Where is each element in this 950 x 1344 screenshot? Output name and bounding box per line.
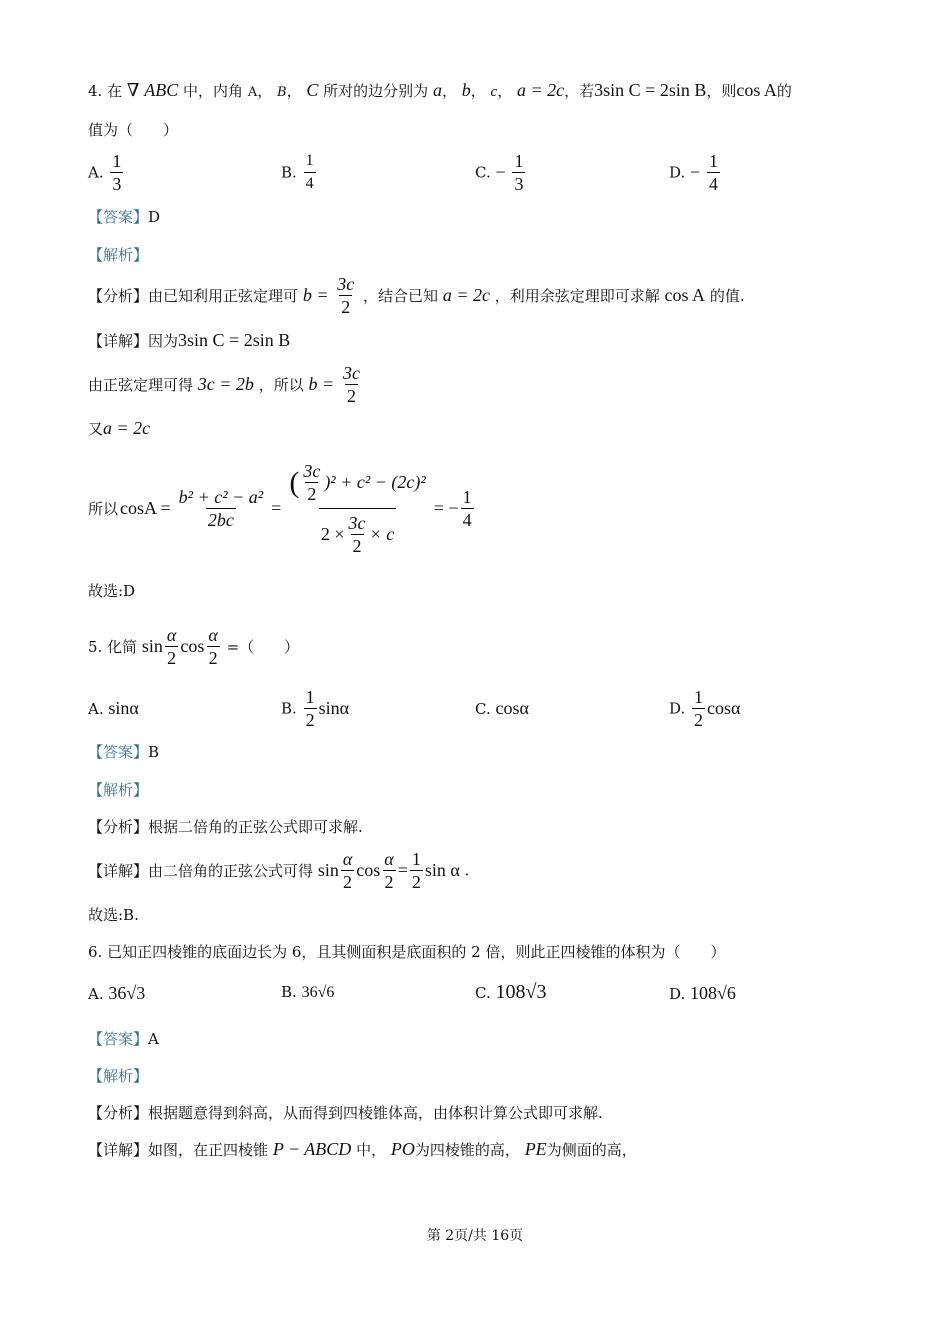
option-label: A. bbox=[88, 985, 104, 1003]
denominator: 4 bbox=[304, 172, 316, 195]
xiangjie-tag: 【详解】 bbox=[88, 332, 149, 350]
math: cos bbox=[356, 860, 381, 880]
q6-answer bbox=[88, 1028, 159, 1049]
numerator: 1 bbox=[462, 487, 472, 507]
page-footer: 第 2页/共 16页 bbox=[426, 1228, 524, 1244]
q4-xj-line4 bbox=[88, 460, 476, 557]
q4-C: C bbox=[306, 80, 319, 100]
q5-option-c bbox=[475, 698, 529, 719]
option-value: 36√3 bbox=[108, 983, 146, 1003]
option-fraction bbox=[110, 150, 123, 195]
q4-text: ，则 bbox=[706, 82, 737, 100]
q5-option-a bbox=[88, 698, 139, 719]
denominator: 2 bbox=[208, 648, 218, 668]
answer-tag: 【答案】 bbox=[88, 1030, 149, 1048]
numerator: 3c bbox=[342, 363, 360, 383]
comma: ， bbox=[441, 82, 457, 100]
numerator: 1 bbox=[708, 151, 718, 171]
denominator: 2bc bbox=[207, 510, 234, 530]
q4-text: 的 bbox=[776, 82, 792, 100]
q4-xj-line3 bbox=[88, 418, 150, 439]
fenxi-text: 的值. bbox=[709, 287, 745, 305]
xiangjie-tag: 【详解】 bbox=[88, 1141, 149, 1159]
q4-xiangjie bbox=[88, 330, 290, 351]
q6-option-b bbox=[281, 983, 334, 1002]
q5-fenxi bbox=[88, 816, 363, 837]
xj-text: 又 bbox=[88, 420, 104, 438]
paren: ( bbox=[289, 465, 300, 499]
q4-option-c bbox=[475, 150, 527, 195]
math: × c bbox=[369, 524, 395, 544]
fenxi-text: ，利用余弦定理即可求解 bbox=[494, 287, 660, 305]
math: )² + c² − (2c)² bbox=[324, 472, 426, 492]
q4-target: cos A bbox=[736, 80, 777, 100]
option-label: C. bbox=[475, 163, 491, 182]
q5-jiexi: 【解析】 bbox=[88, 781, 149, 799]
option-sign: − bbox=[495, 162, 506, 182]
q4-text: 4. 在 bbox=[88, 82, 123, 100]
q5-guxuan: 故选:B. bbox=[88, 906, 139, 924]
xj-text: 由二倍角的正弦公式可得 bbox=[148, 862, 314, 880]
option-label: B. bbox=[281, 163, 297, 182]
q5-xiangjie bbox=[88, 848, 469, 893]
big-denominator bbox=[319, 508, 396, 557]
q4-abc: ABC bbox=[144, 80, 179, 100]
q4-B: B bbox=[277, 85, 287, 100]
math: PE bbox=[524, 1139, 547, 1159]
math: b = bbox=[302, 285, 329, 305]
q4-c: c bbox=[490, 84, 498, 100]
q5-option-b bbox=[281, 686, 349, 731]
q6-fenxi bbox=[88, 1102, 603, 1123]
triangle-symbol: ∇ bbox=[126, 80, 140, 100]
fraction bbox=[461, 486, 474, 531]
option-value: sinα bbox=[108, 698, 139, 718]
answer-tag: 【答案】 bbox=[88, 208, 149, 226]
q4-cond2: 3sin C = 2sin B bbox=[594, 80, 707, 100]
fraction bbox=[165, 624, 178, 669]
fenxi-tag: 【分析】 bbox=[88, 287, 149, 305]
math: 2 × bbox=[320, 524, 345, 544]
fenxi-tag: 【分析】 bbox=[88, 1104, 149, 1122]
option-label: B. bbox=[281, 983, 297, 1001]
q4-option-a bbox=[88, 150, 125, 195]
option-value: sinα bbox=[318, 698, 350, 718]
math: PO bbox=[390, 1139, 415, 1159]
q6-jiexi: 【解析】 bbox=[88, 1067, 149, 1085]
math: cos bbox=[180, 636, 205, 656]
answer-value: B bbox=[148, 743, 160, 761]
big-fraction bbox=[287, 460, 427, 557]
numerator: 1 bbox=[411, 849, 421, 869]
fenxi-text: ，结合已知 bbox=[363, 287, 439, 305]
denominator: 4 bbox=[708, 174, 718, 194]
math: cosA = bbox=[120, 498, 171, 518]
comma: ， bbox=[286, 82, 302, 100]
q4-option-d bbox=[669, 150, 722, 195]
inner-fraction bbox=[301, 460, 322, 505]
xj-text: . bbox=[464, 861, 470, 880]
numerator: 3c bbox=[348, 513, 366, 533]
q5-option-d bbox=[669, 686, 740, 731]
option-value: 108√3 bbox=[495, 981, 547, 1003]
math: = bbox=[397, 860, 408, 880]
option-label: D. bbox=[669, 163, 686, 182]
q6-stem: 6. 已知正四棱锥的底面边长为 6，且其侧面积是底面积的 2 倍，则此正四棱锥的体积为（ ） bbox=[88, 943, 726, 961]
comma: ， bbox=[257, 82, 273, 100]
fraction bbox=[341, 848, 354, 893]
option-value: 36√6 bbox=[301, 984, 335, 1001]
denominator: 2 bbox=[307, 484, 317, 504]
numerator: 1 bbox=[514, 151, 524, 171]
math: a = 2c bbox=[442, 285, 490, 305]
xj-text: 中， bbox=[356, 1141, 387, 1159]
numerator: 3c bbox=[337, 274, 355, 294]
denominator: 4 bbox=[462, 510, 472, 530]
q5-stem bbox=[88, 624, 299, 669]
option-label: D. bbox=[669, 699, 686, 718]
math: = − bbox=[433, 498, 459, 518]
denominator: 2 bbox=[167, 648, 177, 668]
q4-cond: a = 2c bbox=[517, 80, 565, 100]
numerator: 1 bbox=[694, 687, 704, 707]
fenxi-text: 由已知利用正弦定理可 bbox=[148, 287, 299, 305]
option-label: B. bbox=[281, 699, 297, 718]
fraction bbox=[335, 273, 356, 318]
answer-value: A bbox=[148, 1030, 159, 1048]
denominator: 2 bbox=[305, 710, 315, 730]
option-fraction bbox=[512, 150, 525, 195]
q4-text: 所对的边分别为 bbox=[323, 82, 429, 100]
math: sin bbox=[317, 860, 339, 880]
q6-option-a bbox=[88, 983, 145, 1004]
math: sin α bbox=[424, 860, 460, 880]
denominator: 3 bbox=[112, 174, 122, 194]
option-fraction bbox=[692, 686, 705, 731]
option-value: 108√6 bbox=[690, 983, 736, 1003]
fenxi-text: 根据二倍角的正弦公式即可求解. bbox=[148, 818, 363, 836]
fraction bbox=[410, 848, 423, 893]
math: 3c = 2b bbox=[197, 374, 254, 394]
option-label: A. bbox=[88, 700, 104, 718]
math: 3sin C = 2sin B bbox=[178, 330, 291, 350]
option-label: A. bbox=[88, 163, 104, 182]
option-fraction bbox=[304, 150, 316, 195]
q4-fenxi bbox=[88, 273, 745, 318]
fraction bbox=[206, 624, 219, 669]
math: sin bbox=[141, 636, 163, 656]
xj-text: 为侧面的高， bbox=[546, 1141, 637, 1159]
q5-text: 5. 化简 bbox=[88, 638, 138, 656]
fraction bbox=[341, 362, 362, 407]
math: a = 2c bbox=[103, 418, 151, 438]
numerator: b² + c² − a² bbox=[178, 487, 264, 507]
answer-tag: 【答案】 bbox=[88, 743, 149, 761]
denominator: 2 bbox=[694, 710, 704, 730]
option-label: C. bbox=[475, 700, 491, 718]
denominator: 2 bbox=[346, 386, 356, 406]
numerator: α bbox=[384, 849, 394, 869]
q4-b: b bbox=[461, 80, 471, 100]
q4-a: a bbox=[432, 80, 442, 100]
xj-text: 由正弦定理可得 bbox=[88, 376, 194, 394]
q4-jiexi: 【解析】 bbox=[88, 246, 149, 264]
q5-answer bbox=[88, 741, 159, 762]
denominator: 2 bbox=[352, 536, 362, 556]
fenxi-tag: 【分析】 bbox=[88, 818, 149, 836]
option-label: D. bbox=[669, 985, 686, 1003]
q4-guxuan: 故选:D bbox=[88, 582, 136, 600]
xj-text: 因为 bbox=[148, 332, 179, 350]
denominator: 2 bbox=[341, 297, 351, 317]
xj-text: ，所以 bbox=[258, 376, 304, 394]
fraction bbox=[177, 486, 265, 531]
numerator: 1 bbox=[112, 151, 122, 171]
comma: ， bbox=[470, 82, 486, 100]
numerator: α bbox=[208, 625, 218, 645]
answer-value: D bbox=[148, 208, 161, 226]
option-fraction bbox=[707, 150, 720, 195]
math: b = bbox=[308, 374, 335, 394]
comma: ， bbox=[497, 82, 513, 100]
q4-text: ，若 bbox=[564, 82, 595, 100]
q4-option-b bbox=[281, 150, 318, 195]
denominator: 2 bbox=[343, 872, 353, 892]
fenxi-text: 根据题意得到斜高，从而得到四棱锥体高，由体积计算公式即可求解. bbox=[148, 1104, 603, 1122]
q6-xiangjie bbox=[88, 1139, 637, 1160]
q4-A: A bbox=[247, 85, 258, 100]
option-value: cosα bbox=[707, 698, 741, 718]
xj-text: 所以 bbox=[88, 500, 119, 518]
inner-fraction bbox=[347, 512, 368, 557]
math: = bbox=[271, 498, 282, 518]
numerator: 1 bbox=[305, 687, 315, 707]
q6-option-c bbox=[475, 981, 546, 1004]
numerator: 3c bbox=[303, 461, 321, 481]
xiangjie-tag: 【详解】 bbox=[88, 862, 149, 880]
q6-option-d bbox=[669, 983, 736, 1004]
xj-text: 如图，在正四棱锥 bbox=[148, 1141, 269, 1159]
math: P − ABCD bbox=[272, 1139, 352, 1159]
math: cos A bbox=[664, 285, 706, 305]
q4-stem-line1 bbox=[88, 80, 792, 101]
numerator: α bbox=[166, 625, 177, 645]
fraction bbox=[382, 848, 395, 893]
option-sign: − bbox=[690, 162, 701, 182]
q5-text: =（ ） bbox=[226, 638, 300, 656]
option-label: C. bbox=[475, 984, 491, 1002]
big-numerator bbox=[287, 460, 427, 508]
xj-text: 为四棱锥的高， bbox=[414, 1141, 520, 1159]
q4-xj-line2 bbox=[88, 362, 364, 407]
option-value: cosα bbox=[495, 698, 529, 718]
q4-answer bbox=[88, 206, 160, 227]
denominator: 2 bbox=[384, 872, 394, 892]
q4-text: 中，内角 bbox=[183, 82, 244, 100]
option-fraction bbox=[304, 686, 317, 731]
q4-stem-line2: 值为（ ） bbox=[88, 121, 179, 139]
numerator: 1 bbox=[305, 152, 314, 169]
numerator: α bbox=[342, 849, 353, 869]
denominator: 2 bbox=[411, 872, 421, 892]
denominator: 3 bbox=[514, 174, 524, 194]
